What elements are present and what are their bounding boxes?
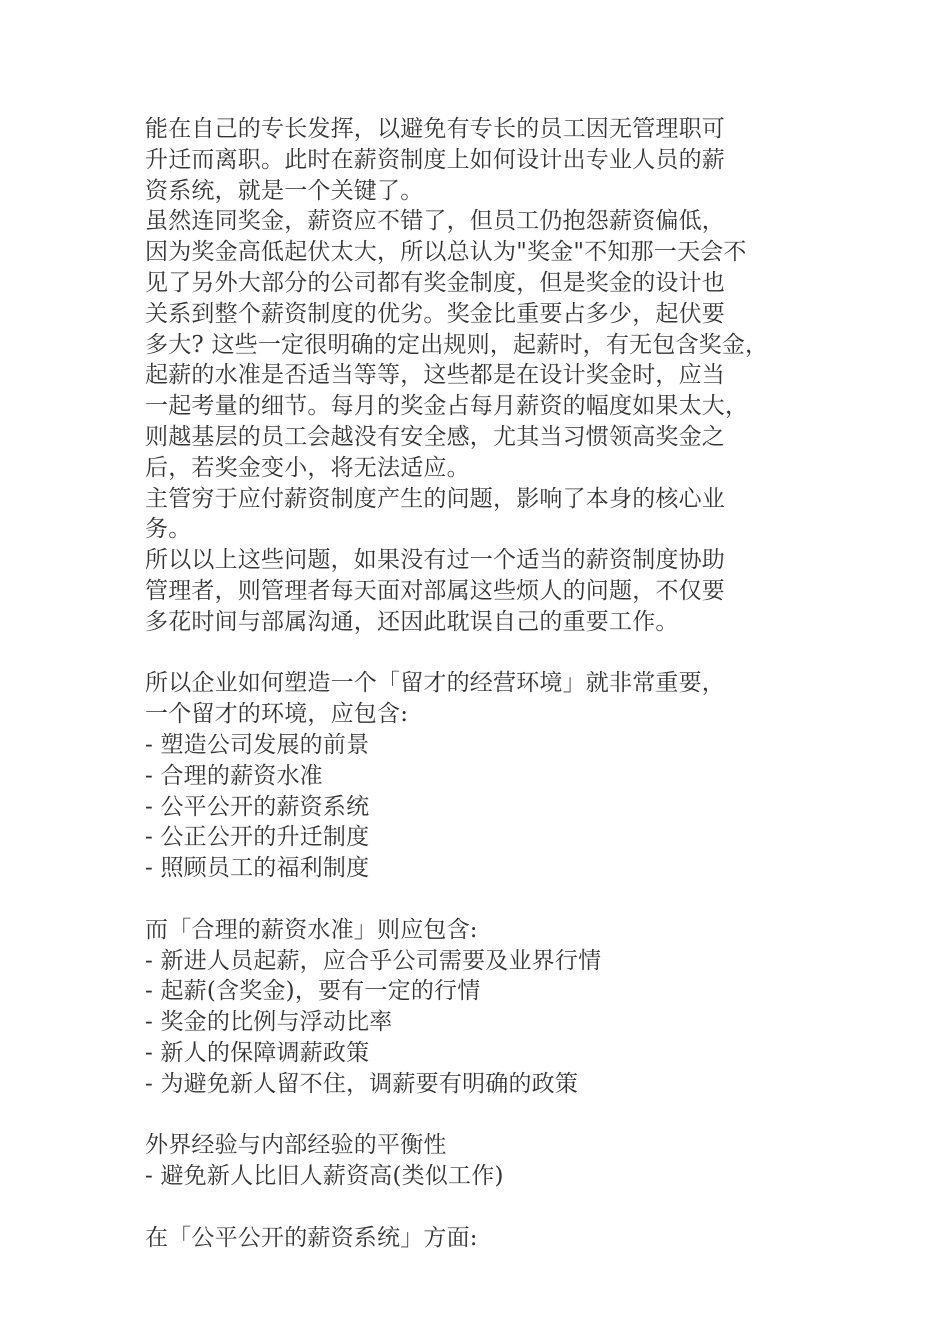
blank-line — [145, 638, 825, 669]
paragraph-line: 管理者，则管理者每天面对部属这些烦人的问题，不仅要 — [145, 577, 725, 604]
paragraph-line: 能在自己的专长发挥，以避免有专长的员工因无管理职可 — [145, 116, 725, 142]
paragraph-line: 主管穷于应付薪资制度产生的问题，影响了本身的核心业 — [145, 485, 725, 512]
list-item: - 公正公开的升迁制度 — [145, 824, 370, 851]
paragraph-line: 关系到整个薪资制度的优劣。奖金比重要占多少，起伏要 — [145, 300, 725, 327]
blank-line — [145, 1192, 825, 1223]
blank-line — [145, 884, 825, 915]
paragraph-line: 资系统，就是一个关键了。 — [145, 177, 424, 204]
paragraph-line: 所以以上这些问题，如果没有过一个适当的薪资制度协助 — [145, 547, 725, 574]
list-item: - 照顾员工的福利制度 — [145, 855, 370, 882]
section-heading: 而「合理的薪资水准」则应包含: — [145, 916, 478, 943]
list-item: - 新人的保障调薪政策 — [145, 1039, 370, 1066]
document-body — [145, 114, 825, 1253]
list-item: - 避免新人比旧人薪资高(类似工作) — [145, 1163, 504, 1190]
paragraph-line: 见了另外大部分的公司都有奖金制度，但是奖金的设计也 — [145, 269, 725, 296]
list-item: - 新进人员起薪，应合乎公司需要及业界行情 — [145, 947, 602, 974]
paragraph-line: 虽然连同奖金，薪资应不错了，但员工仍抱怨薪资偏低， — [145, 208, 725, 235]
list-item: - 奖金的比例与浮动比率 — [145, 1009, 393, 1036]
list-item: - 公平公开的薪资系统 — [145, 793, 370, 820]
paragraph-line: 起薪的水准是否适当等等，这些都是在设计奖金时，应当 — [145, 362, 725, 389]
paragraph-line: 务。 — [145, 516, 192, 543]
list-item: - 塑造公司发展的前景 — [145, 731, 370, 758]
list-item: - 为避免新人留不住，调薪要有明确的政策 — [145, 1070, 579, 1097]
paragraph-line: 一起考量的细节。每月的奖金占每月薪资的幅度如果太大， — [145, 393, 749, 420]
blank-line — [145, 1100, 825, 1131]
paragraph-line: 升迁而离职。此时在薪资制度上如何设计出专业人员的薪 — [145, 146, 725, 173]
section-heading: 在「公平公开的薪资系统」方面: — [145, 1224, 478, 1251]
list-item: - 起薪(含奖金)，要有一定的行情 — [145, 978, 481, 1005]
paragraph-line: 多花时间与部属沟通，还因此耽误自己的重要工作。 — [145, 608, 679, 635]
list-item: - 合理的薪资水准 — [145, 762, 323, 789]
paragraph-line: 一个留才的环境，应包含: — [145, 701, 409, 728]
paragraph-line: 因为奖金高低起伏太大，所以总认为"奖金"不知那一天会不 — [145, 239, 747, 266]
section-heading: 外界经验与内部经验的平衡性 — [145, 1132, 447, 1159]
paragraph-line: 多大? 这些一定很明确的定出规则，起薪时，有无包含奖金， — [145, 331, 769, 358]
paragraph-line: 则越基层的员工会越没有安全感，尤其当习惯领高奖金之 — [145, 423, 725, 450]
paragraph-line: 后，若奖金变小，将无法适应。 — [145, 454, 470, 481]
paragraph-line: 所以企业如何塑造一个「留才的经营环境」就非常重要， — [145, 670, 725, 697]
